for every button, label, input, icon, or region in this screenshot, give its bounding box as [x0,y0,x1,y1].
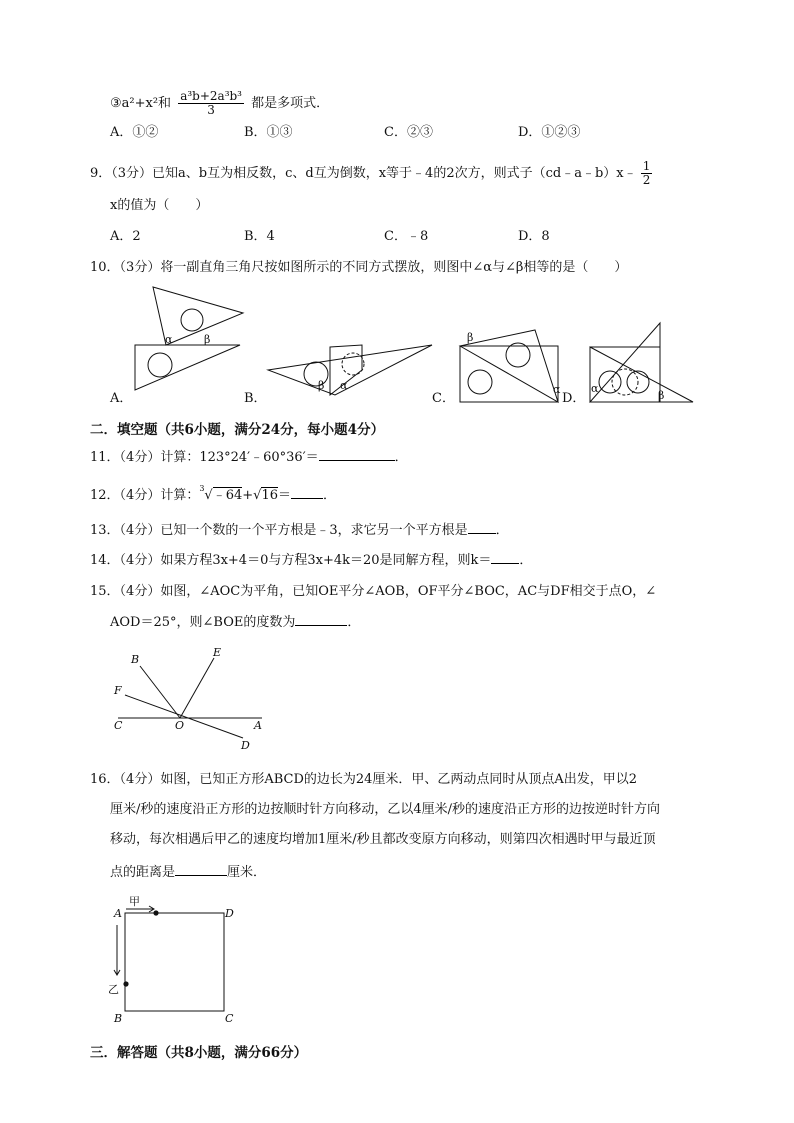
q9-option-d[interactable]: D．8 [518,229,550,244]
q10-a-beta: β [204,333,211,346]
q10-option-b[interactable]: B． [244,391,267,406]
q16-jia-point [153,910,158,915]
q16-line3: 移动，每次相遇后甲乙的速度均增加1厘米/秒且都改变原方向移动，则第四次相遇时甲与最近顶 [110,832,656,847]
q10-stem: 10．（3分）将一副直角三角尺按如图所示的不同方式摆放，则图中∠α与∠β相等的是（ ） [90,260,628,275]
q10-c-beta: β [467,331,474,344]
q16-label-yi: 乙 [108,983,119,996]
q16-yi-point [123,981,128,986]
q8-frac-den: 3 [207,103,215,117]
q9-option-c[interactable]: C．﹣8 [384,229,429,244]
q15-line2: AOD＝25°，则∠BOE的度数为 ． [110,615,361,630]
q12-radicand-1: ﹣64 [212,488,243,503]
q16-square [125,913,224,1011]
q15-line2-text: AOD＝25°，则∠BOE的度数为 [110,615,296,630]
q15-label-f: F [114,684,122,697]
q9-frac-num: 1 [642,159,651,173]
q10-option-d[interactable]: D． [562,391,586,406]
q16-line2: 厘米/秒的速度沿正方形的边按顺时针方向移动，乙以4厘米/秒的速度沿正方形的边按逆时针方向 [110,802,661,817]
section-3-heading: 三．解答题（共8小题，满分66分） [90,1045,308,1061]
q12-line: 12．（4分）计算：$^3$√﹣64+√16＝ ． [90,484,337,503]
q9-option-b[interactable]: B．4 [244,229,275,244]
q16-label-c: C [225,1012,234,1025]
q15-label-c: C [114,719,123,732]
q8-option-c[interactable]: C．②③ [384,125,433,140]
q8-line3-prefix: ③a²+x²和 [110,96,172,111]
q10-b-alpha: α [340,379,348,392]
q12-prefix: 12．（4分）计算： [90,488,200,503]
q15-label-b: B [131,653,140,666]
q8-option-a[interactable]: A．①② [110,125,159,140]
q13-line: 13．（4分）已知一个数的一个平方根是﹣3，求它另一个平方根是 ． [90,523,509,538]
q15-label-a: A [254,719,262,732]
q16-label-jia: 甲 [129,895,140,908]
q12-equals: ＝ [278,488,292,503]
radical-icon: √ [204,488,213,503]
q12-radicand-2: 16 [261,488,279,503]
q16-line4-suffix: 厘米． [227,865,267,880]
q15-label-d: D [241,739,250,752]
q11-line: 11．（4分）计算：123°24′﹣60°36′＝ ． [90,450,408,465]
q11-text: 11．（4分）计算：123°24′﹣60°36′＝ [90,450,319,465]
q10-b-beta: β [318,379,325,392]
q12-plus: + [242,488,254,503]
q16-label-d: D [225,907,234,920]
q9-frac-den: 2 [642,173,651,187]
q10-option-a[interactable]: A． [110,391,133,406]
q13-text: 13．（4分）已知一个数的一个平方根是﹣3，求它另一个平方根是 [90,523,468,538]
q10-c-alpha: α [553,383,561,396]
section-2-heading: 二．填空题（共6小题，满分24分，每小题4分） [90,422,385,438]
q10-option-c[interactable]: C． [432,391,455,406]
q16-label-a: A [114,907,122,920]
radical-icon: √ [253,488,262,503]
q8-frac-num: a³b+2a³b³ [180,89,242,103]
q10-a-alpha: α [165,333,173,346]
q15-line1: 15．（4分）如图，∠AOC为平角，已知OE平分∠AOB，OF平分∠BOC，AC与DF相交于点O，∠ [90,584,657,599]
q16-line1: 16．（4分）如图，已知正方形ABCD的边长为24厘米．甲、乙两动点同时从顶点A出发，甲以2 [90,772,638,787]
q16-line4-prefix: 点的距离是 [110,865,176,880]
q9-option-a[interactable]: A．2 [110,229,141,244]
q12-root-index: 3 [199,484,205,493]
q8-line3-suffix: 都是多项式． [251,96,330,111]
q9-stem2: x的值为（ ） [110,198,209,213]
q9-stem-text: 9．（3分）已知a、b互为相反数，c、d互为倒数，x等于﹣4的2次方，则式子（cd﹣a﹣b）x﹣ [90,166,637,181]
q8-option-d[interactable]: D．①②③ [518,125,581,140]
q16-label-b: B [114,1012,123,1025]
q10-d-alpha: α [591,382,599,395]
q8-option-b[interactable]: B．①③ [244,125,293,140]
q15-label-e: E [213,646,222,659]
q14-text: 14．（4分）如果方程3x+4＝0与方程3x+4k＝20是同解方程，则k＝ [90,553,492,568]
q14-line: 14．（4分）如果方程3x+4＝0与方程3x+4k＝20是同解方程，则k＝ ． [90,553,533,568]
q10-d-beta: β [658,389,665,402]
q15-label-o: O [175,719,185,732]
